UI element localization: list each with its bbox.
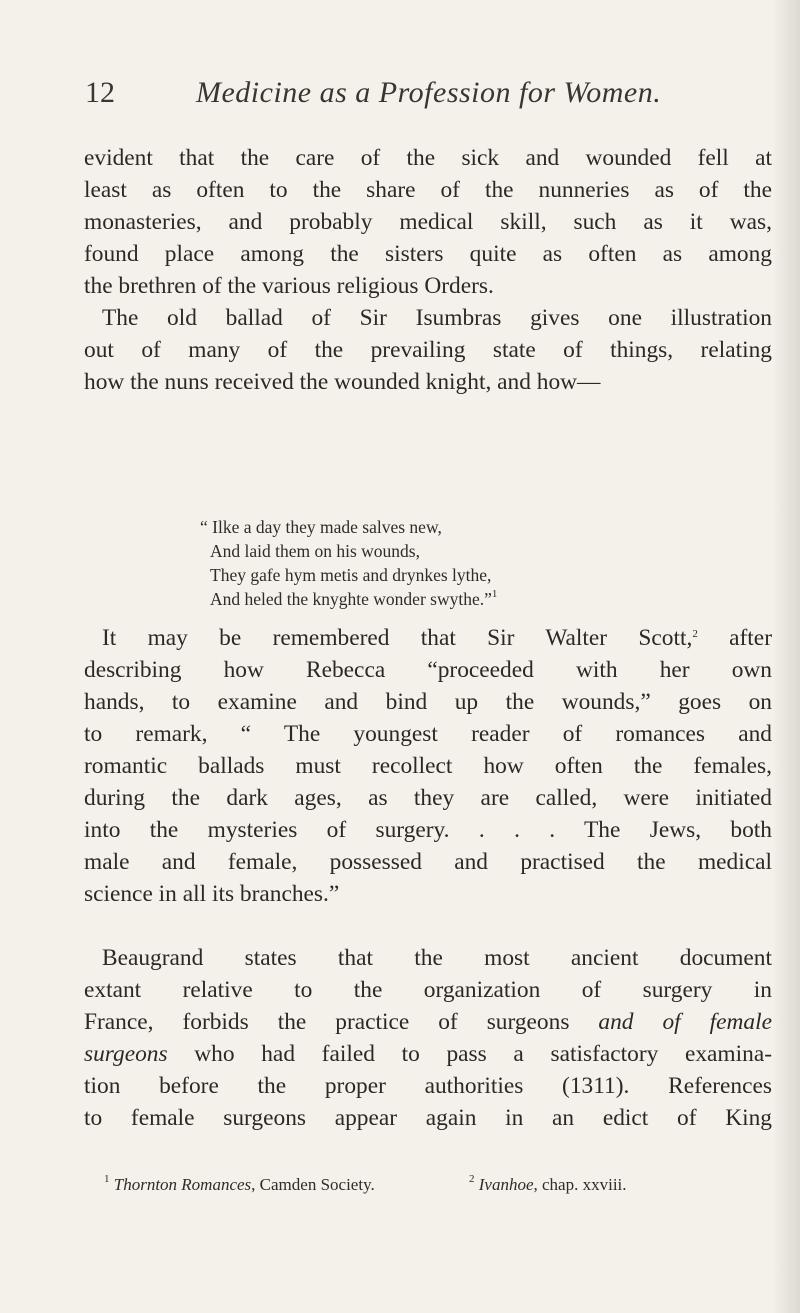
footnote-title: Thornton Romances: [113, 1175, 252, 1194]
running-head: [85, 76, 725, 122]
text-line: monasteries, and probably medical skill, such as it was,: [84, 209, 772, 235]
footnote-text: , Camden Society.: [251, 1175, 375, 1194]
text-line: The old ballad of Sir Isumbras gives one illustration: [102, 305, 772, 331]
verse-line: [200, 587, 720, 611]
text-line: hands, to examine and bind up the wounds,” goes on: [84, 689, 772, 715]
text-line: least as often to the share of the nunneries as of the: [84, 177, 772, 203]
text-segment: who had failed to pass a satisfactory examina-: [167, 1041, 772, 1067]
text-line: to female surgeons appear again in an edict of King: [84, 1105, 772, 1131]
footnote-mark: 1: [491, 588, 498, 600]
text-line: [84, 1006, 772, 1038]
verse-line: And laid them on his wounds,: [210, 541, 420, 561]
page-number: 12: [85, 76, 115, 109]
paragraph-4: [84, 942, 772, 1134]
text-line: tion before the proper authorities (1311). References: [84, 1073, 772, 1099]
verse-line: They gafe hym metis and drynkes lythe,: [210, 565, 492, 585]
text-line: to remark, “ The youngest reader of romances and: [84, 721, 772, 747]
text-line: evident that the care of the sick and wounded fell at: [84, 145, 772, 171]
text-line: into the mysteries of surgery. . . . The Jews, both: [84, 817, 772, 843]
text-line: Beaugrand states that the most ancient document: [102, 945, 772, 971]
text-line: [84, 622, 772, 654]
text-line: [84, 1038, 772, 1070]
italic-segment: surgeons: [84, 1041, 168, 1067]
text-line: male and female, possessed and practised the medical: [84, 849, 772, 875]
text-segment: It may be remembered that Sir Walter Scott,: [102, 625, 693, 651]
italic-segment: and of female: [598, 1009, 772, 1035]
text-line: science in all its branches.”: [84, 881, 340, 907]
text-line: describing how Rebecca “proceeded with her own: [84, 657, 772, 683]
text-line: romantic ballads must recollect how often the females,: [84, 753, 772, 779]
footnote-2: [469, 1175, 627, 1195]
text-line: during the dark ages, as they are called, were initiated: [84, 785, 772, 811]
footnote-title: Ivanhoe: [478, 1175, 534, 1194]
paragraph-3: [84, 622, 772, 910]
text-line: how the nuns received the wounded knight, and how—: [84, 369, 601, 395]
text-line: extant relative to the organization of surgery in: [84, 977, 772, 1003]
footnote-mark: 2: [469, 1173, 475, 1185]
text-line: the brethren of the various religious Orders.: [84, 273, 494, 299]
running-title: Medicine as a Profession for Women.: [196, 76, 662, 109]
verse-line: “ Ilke a day they made salves new,: [200, 517, 442, 537]
footnote-1: [104, 1175, 375, 1195]
verse-quotation: [200, 515, 720, 611]
verse-text: And heled the knyghte wonder swythe.”: [210, 589, 492, 609]
text-line: found place among the sisters quite as often as among: [84, 241, 772, 267]
footnote-mark: 2: [692, 628, 698, 640]
footnotes: [104, 1175, 780, 1203]
text-line: out of many of the prevailing state of things, relating: [84, 337, 772, 363]
page-edge-shadow: [772, 0, 800, 1313]
paragraph-2: [84, 302, 772, 398]
paragraph-1: [84, 142, 772, 302]
footnote-mark: 1: [104, 1173, 110, 1185]
text-segment: after: [697, 625, 772, 651]
text-segment: France, forbids the practice of surgeons: [84, 1009, 599, 1035]
footnote-text: , chap. xxviii.: [533, 1175, 627, 1194]
